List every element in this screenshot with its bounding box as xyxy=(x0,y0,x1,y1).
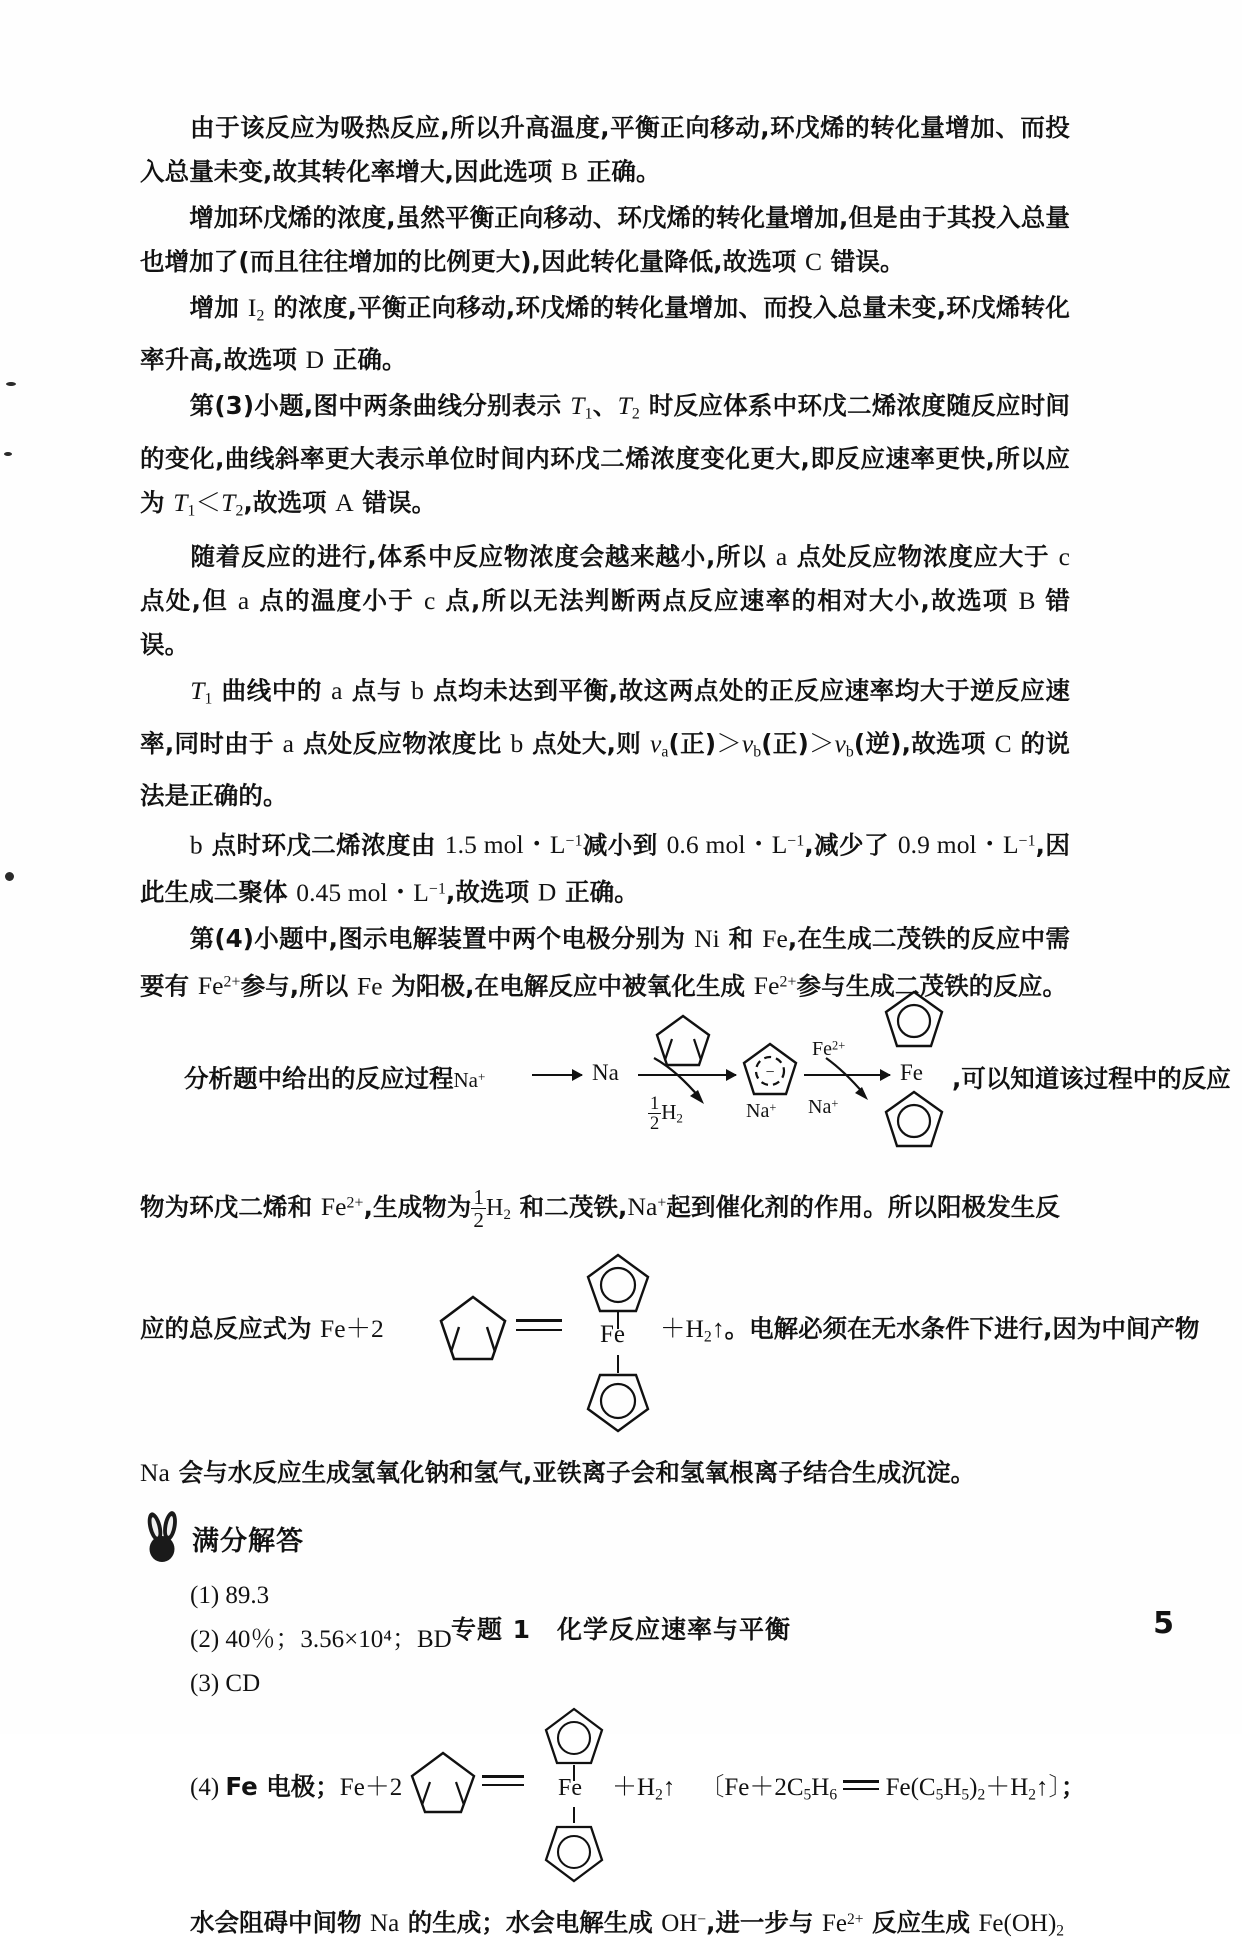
answer-item-2: (2) 40％；3.56×10⁴；BD xyxy=(190,1626,452,1654)
scheme1-species-Na: Na xyxy=(592,1059,619,1085)
paragraph-after-scheme1: 物为环戊二烯和 $Fe^{2+}$,生成物为 $\frac{1}{2}$ $H_2$ 和二茂铁,Na+起到催化剂的作用。所以阳极发生反 xyxy=(140,1184,1061,1232)
answer-item-4-tail: 水会阻碍中间物 Na 的生成；水会电解生成 OH−,进一步与 $Fe^{2+}$ 反应生成 $Fe(OH)_2$ xyxy=(190,1908,1065,1940)
paragraph-4: 第(3)小题,图中两条曲线分别表示 $T_1$、$T_2$ 时反应体系中环戊二烯浓度随反应时间的变化,曲线斜率更大表示单位时间内环戊二烯浓度变化更大,即反应速率更快,所以应为 $T_1<T_2$,故选项 A 错误。 xyxy=(140,391,1071,520)
answer-item-4 xyxy=(140,1719,1086,1841)
scan-speck xyxy=(6,382,16,386)
scheme1-byproduct-h2 xyxy=(648,1094,683,1134)
answer4-prefix: (4) Fe 电极；Fe＋2 xyxy=(190,1772,403,1802)
scheme1-lead-label: 分析题中给出的反应过程 xyxy=(184,1063,454,1093)
paragraph-2: 增加环戊烯的浓度,虽然平衡正向移动、环戊烯的转化量增加,但是由于其投入总量也增加了(而且往往增加的比例更大),因此转化量降低,故选项 C 错误。 xyxy=(140,203,1070,276)
ferrocene-center-fe-label: Fe xyxy=(600,1321,625,1349)
page-content xyxy=(140,106,1231,1953)
paragraph-3: 增加 $I_2$ 的浓度,平衡正向移动,环戊烯的转化量增加、而投入总量未变,环戊烯转化率升高,故选项 D 正确。 xyxy=(140,293,1070,375)
equation-suffix: $+H_2↑$。电解必须在无水条件下进行,因为中间产物 xyxy=(660,1314,1200,1346)
ferrocene-product-icon xyxy=(880,988,948,1054)
ferrocene-icon-ans-top xyxy=(540,1705,608,1771)
ferrocene-icon-ans-bottom xyxy=(540,1819,608,1885)
rabbit-icon xyxy=(140,1511,188,1563)
scheme1-leaving-na: Na+ xyxy=(808,1095,839,1118)
h2-label: $H_2$ xyxy=(661,1100,683,1126)
scan-speck xyxy=(4,452,12,456)
cyclopentadiene-icon-eq xyxy=(436,1291,510,1369)
equation-equals xyxy=(516,1319,562,1331)
answers-heading-row xyxy=(140,1517,1070,1563)
answer4-center-fe-label: Fe xyxy=(558,1775,582,1802)
equation-prefix: 应的总反应式为 Fe＋2 xyxy=(140,1314,384,1344)
cyclopentadienide-anion-icon xyxy=(740,1040,800,1102)
paragraph-1: 由于该反应为吸热反应,所以升高温度,平衡正向移动,环戊烯的转化量增加、而投入总量未变,故其转化率增大,因此选项 B 正确。 xyxy=(140,113,1070,186)
scheme1-anion-counter-ion: Na+ xyxy=(746,1099,777,1122)
reaction-scheme-1 xyxy=(140,1016,1231,1144)
half-fraction: $\frac{1}{2}$ xyxy=(650,1092,660,1134)
half-fraction-2: $\frac{1}{2}$ xyxy=(473,1184,485,1232)
answers-heading-label: 满分解答 xyxy=(192,1526,304,1558)
answer4-equals xyxy=(482,1775,524,1786)
ferrocene-product-icon-lower xyxy=(880,1088,948,1154)
scheme1-start-species: Na+ xyxy=(453,1067,486,1092)
paragraph-6: $T_1$ 曲线中的 a 点与 b 点均未达到平衡,故这两点处的正反应速率均大于逆反应速率,同时由于 a 点处反应物浓度比 b 点处大,则 $v_a$(正)$>v_b$(正)$>v_b$(逆),故选项 C 的说法是正确的。 xyxy=(140,676,1070,811)
paragraph-after-equation: Na 会与水反应生成氢氧化钠和氢气,亚铁离子会和氢氧根离子结合生成沉淀。 xyxy=(140,1458,976,1488)
answer4-inner-equals xyxy=(843,1780,879,1789)
paragraph-5: 随着反应的进行,体系中反应物浓度会越来越小,所以 a 点处反应物浓度应大于 c 点处,但 a 点的温度小于 c 点,所以无法判断两点反应速率的相对大小,故选项 B 错误。 xyxy=(140,542,1071,660)
ferrocene-icon-eq-bottom xyxy=(582,1367,654,1435)
ferrocene-equation-line xyxy=(140,1263,1200,1383)
svg-text:−: − xyxy=(765,1063,775,1081)
scheme1-product-fe-label: Fe xyxy=(900,1059,923,1085)
paragraph-7: b 点时环戊二烯浓度由 1.5 mol・$L^{-1}$减小到 0.6 mol・$L^{-1}$,减少了 0.9 mol・$L^{-1}$,因此生成二聚体 0.45 mol・$L^{-1}$,故选项 D 正确。 xyxy=(140,830,1070,907)
scheme1-tail-text: ,可以知道该过程中的反应 xyxy=(952,1063,1231,1093)
answer-item-1: (1) 89.3 xyxy=(190,1582,270,1610)
cyclopentadiene-icon-ans xyxy=(408,1747,478,1821)
footer-page-number: 5 xyxy=(1153,1606,1174,1641)
paragraph-8: 第(4)小题中,图示电解装置中两个电极分别为 Ni 和 Fe,在生成二茂铁的反应中需要有 $Fe^{2+}$参与,所以 Fe 为阳极,在电解反应中被氧化生成 $Fe^{2+}$参与生成二茂铁的反应。 xyxy=(140,923,1070,1000)
answer4-suffix: $+H_2↑$ 〔$Fe+2C_5H_6$ $Fe(C_5H_5)_2+H_2↑$〕； xyxy=(612,1772,1086,1804)
scan-speck xyxy=(5,872,14,881)
footer-chapter-title: 专题 1 化学反应速率与平衡 xyxy=(450,1615,792,1644)
scheme1-reagent-fe2: $Fe^{2+}$ xyxy=(812,1037,846,1060)
scheme1-arrow-1 xyxy=(532,1074,582,1076)
page-footer xyxy=(0,1606,1242,1650)
scheme1-lead-text xyxy=(184,1060,485,1095)
answer-item-3: (3) CD xyxy=(190,1670,261,1698)
ferrocene-icon-eq-top xyxy=(582,1251,654,1319)
